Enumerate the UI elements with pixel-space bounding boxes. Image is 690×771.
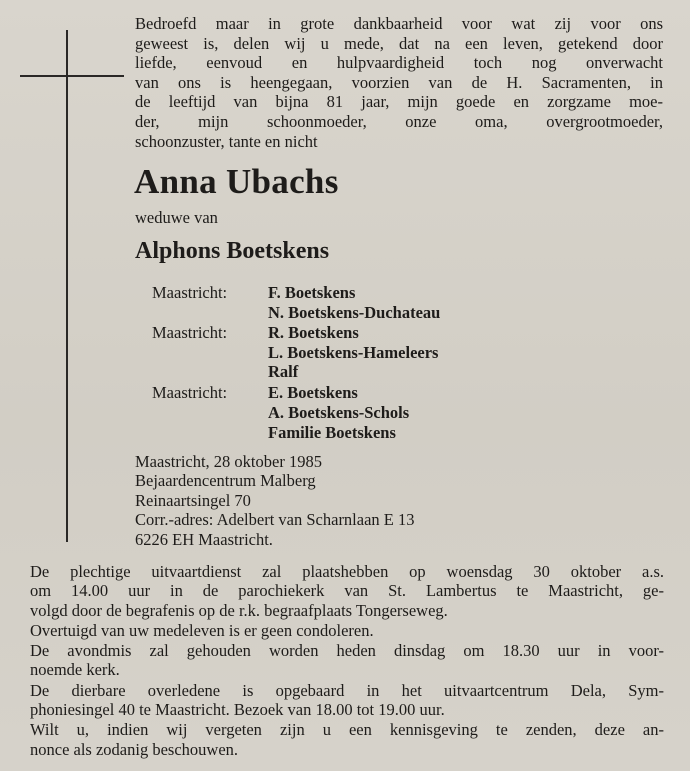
address-line: Corr.-adres: Adelbert van Scharnlaan E 13 <box>135 510 415 530</box>
announcement-paragraph <box>30 681 664 720</box>
intro-line: geweest is, delen wij u mede, dat na een leven, getekend door <box>135 33 663 53</box>
address-line: Bejaardencentrum Malberg <box>135 471 316 491</box>
family-member: N. Boetskens-Duchateau <box>268 302 441 322</box>
announcement-line: Overtuigd van uw medeleven is er geen condoleren. <box>30 620 374 640</box>
intro-line: schoonzuster, tante en nicht <box>135 131 318 151</box>
intro-line: liefde, eenvoud en hulpvaardigheid toch nog onverwacht <box>135 53 663 73</box>
family-member: E. Boetskens <box>268 383 358 402</box>
family-place: Maastricht: <box>152 323 228 342</box>
announcement-line: noemde kerk. <box>30 660 120 680</box>
announcement-line: Wilt u, indien wij vergeten zijn u een kennisgeving te zenden, deze an- <box>30 720 664 740</box>
announcement-paragraph <box>30 562 664 620</box>
address-line: Reinaartsingel 70 <box>135 490 251 510</box>
announcement-line: phoniesingel 40 te Maastricht. Bezoek van 18.00 tot 19.00 uur. <box>30 700 445 720</box>
announcement-line: De plechtige uitvaartdienst zal plaatshebben op woensdag 30 oktober a.s. <box>30 562 664 581</box>
family-member: A. Boetskens-Schols <box>268 402 410 422</box>
announcement-line: om 14.00 uur in de parochiekerk van St. Lambertus te Maastricht, ge- <box>30 581 664 601</box>
husband-name: Alphons Boetskens <box>135 238 330 264</box>
intro-text <box>135 14 663 151</box>
intro-line: de leeftijd van bijna 81 jaar, mijn goede en zorgzame moe- <box>135 92 663 112</box>
address-block <box>135 452 415 549</box>
family-place: Maastricht: <box>152 283 228 302</box>
address-line: Maastricht, 28 oktober 1985 <box>135 452 322 471</box>
cross-horizontal-bar <box>20 75 124 77</box>
family-names <box>268 323 438 382</box>
funeral-announcement <box>30 562 664 759</box>
cross-vertical-bar <box>66 30 68 542</box>
family-names <box>268 383 409 422</box>
intro-line: van ons is heengegaan, voorzien van de H. Sacramenten, in <box>135 72 663 92</box>
intro-line: der, mijn schoonmoeder, onze oma, overgrootmoeder, <box>135 111 663 131</box>
announcement-paragraph <box>30 641 664 680</box>
announcement-paragraph <box>30 621 664 640</box>
announcement-line: De avondmis zal gehouden worden heden dinsdag om 18.30 uur in voor- <box>30 641 664 661</box>
announcement-paragraph <box>30 720 664 759</box>
family-place: Maastricht: <box>152 383 228 402</box>
family-general: Familie Boetskens <box>268 423 396 442</box>
deceased-name: Anna Ubachs <box>134 162 339 201</box>
family-names <box>268 283 440 322</box>
family-member: Ralf <box>268 362 299 381</box>
announcement-line: De dierbare overledene is opgebaard in het uitvaartcentrum Dela, Sym- <box>30 680 664 700</box>
announcement-line: nonce als zodanig beschouwen. <box>30 739 239 759</box>
family-member: L. Boetskens-Hameleers <box>268 342 439 362</box>
address-line: 6226 EH Maastricht. <box>135 529 273 549</box>
family-member: F. Boetskens <box>268 283 356 302</box>
announcement-line: volgd door de begrafenis op de r.k. begraafplaats Tongerseweg. <box>30 600 448 620</box>
family-member: R. Boetskens <box>268 323 359 342</box>
intro-line: Bedroefd maar in grote dankbaarheid voor wat zij voor ons <box>135 14 663 33</box>
widow-of-label: weduwe van <box>135 208 218 227</box>
